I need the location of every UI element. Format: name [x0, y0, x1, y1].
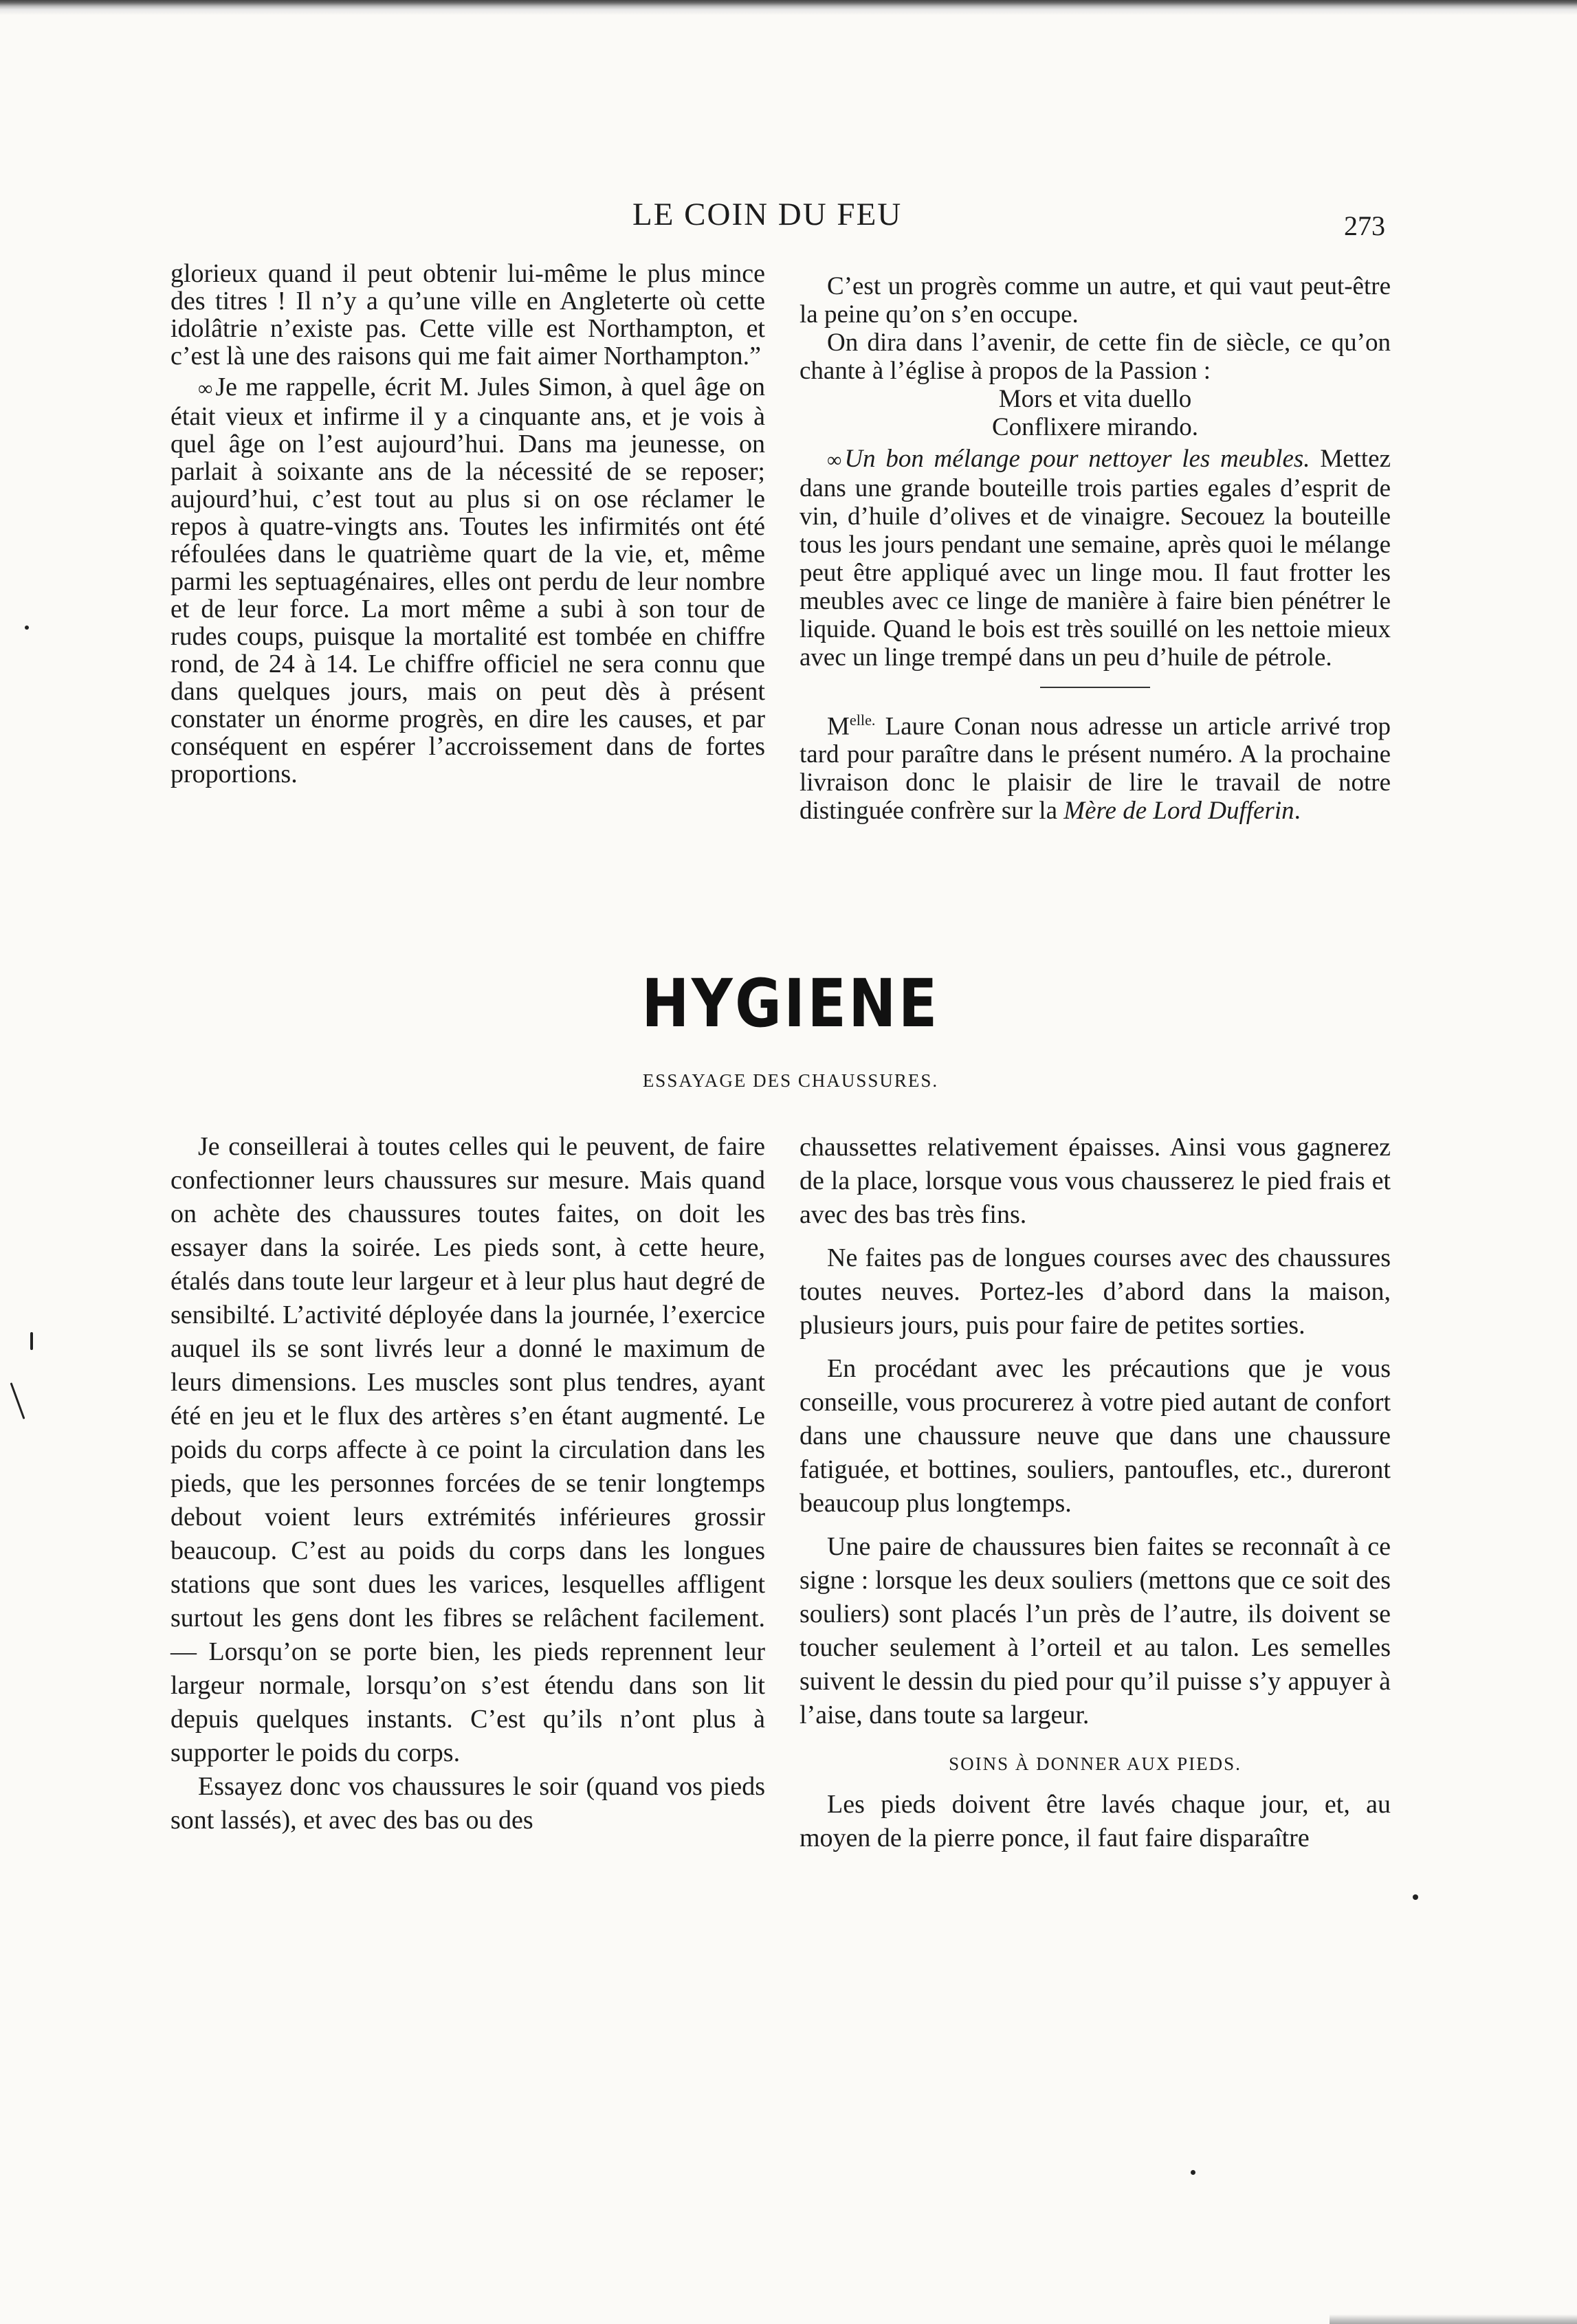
- paragraph: Ne faites pas de longues courses avec des chaussures toutes neuves. Portez-les d’abord dans la maison, plusieurs jours, puis pour faire de petites sorties.: [799, 1243, 1391, 1340]
- title-abbrev: M: [827, 712, 850, 741]
- ink-speck: [1413, 1894, 1418, 1900]
- latin-verse-line: Conflixere mirando.: [991, 413, 1199, 441]
- paragraph: chaussettes relativement épaisses. Ainsi vous gagnerez de la place, lorsque vous vous chausserez le pied frais et avec des bas très fins.: [799, 1133, 1391, 1229]
- paragraph: [799, 445, 1391, 672]
- page-number: 273: [1344, 210, 1385, 241]
- paragraph-text: Je me rappelle, écrit M. Jules Simon, à quel âge on était vieux et infirme il y a cinquante ans, et je vois à quel âge on l’est aujourd’hui. Dans ma jeunesse, on parlait à soixante ans de la nécessité de se reposer; aujourd’hui, c’est tout au plus si on ose réclamer le repos à quatre-vingts ans. Toutes les infirmités ont été réfoulées dans le quatrième quart de la vie, et, même parmi les septuagénaires, elles ont perdu de leur nombre et de leur force. La mort même a subi à son tour de rudes coups, puisque la mortalité est tombée en chiffre rond, de 24 à 14. Le chiffre officiel ne sera connu que dans quelques jours, mais on peut dès à présent constater un énorme progrès, en dire les causes, et par conséquent en espérer l’accroissement dans de fortes proportions.: [170, 373, 765, 788]
- section-subtitle: ESSAYAGE DES CHAUSSURES.: [642, 1070, 939, 1091]
- paragraph: C’est un progrès comme un autre, et qui vaut peut-être la peine qu’on s’en occupe.: [799, 272, 1391, 329]
- running-title: LE COIN DU FEU: [632, 197, 903, 232]
- italic-title: Mère de Lord Dufferin: [1063, 797, 1294, 826]
- separator-rule: [1040, 687, 1150, 688]
- paragraph: Je conseillerai à toutes celles qui le peuvent, de faire confectionner leurs chaussures sur mesure. Mais quand on achète des chaussures toutes faites, on doit les essayer dans la soirée. Les pieds sont, à cette heure, étalés dans toute leur largeur et à leur plus haut degré de sensibilté. L’activité déployée dans la journée, l’exercice auquel ils se sont livrés leur a donné le maximum de leurs dimensions. Les muscles sont plus tendres, ayant été en jeu et le flux des artères s’en étant augmenté. Le poids du corps affecte à ce point la circulation dans les pieds, que les personnes forcées de se tenir longtemps debout voient leurs extrémités inférieures grossir beaucoup. C’est au poids du corps dans les longues stations que sont dues les varices, lesquelles affligent surtout les gens dont les fibres se relâchent facilement.— Lorsqu’on se porte bien, les pieds reprennent leur largeur normale, lorsqu’on s’est étendu dans son lit depuis quelques instants. C’est qu’ils n’ont plus à supporter le poids du corps.: [170, 1132, 765, 1767]
- paragraph: En procédant avec les précautions que je vous conseille, vous procurerez à votre pied autant de confort dans une chaussure neuve que dans une chaussure fatiguée, et bottines, souliers, pantoufles, etc., dureront beaucoup plus longtemps.: [799, 1354, 1391, 1518]
- paragraph: glorieux quand il peut obtenir lui-même le plus mince des titres ! Il n’y a qu’une ville en Angleterte où cette idolâtrie n’existe pas. Cette ville est Northampton, et c’est là une des raisons qui me fait aimer Northampton.”: [170, 259, 765, 370]
- ink-speck: [10, 1382, 25, 1419]
- lower-right-column: [799, 1131, 1391, 1855]
- paragraph-text: Mettez dans une grande bouteille trois parties egales d’esprit de vin, d’huile d’olives et de vinaigre. Secouez la bouteille tous les jours pendant une semaine, après quoi le mélange peut être appliqué avec un linge mou. Il faut frotter les meubles avec ce linge de manière à faire bien pénétrer le liquide. Quand le bois est très souillé on les nettoie mieux avec un linge trempé dans un peu d’huile de pétrole.: [799, 445, 1391, 672]
- title-abbrev-sup: elle.: [849, 711, 876, 729]
- paragraph-text: Laure Conan nous adresse un article arrivé trop tard pour paraître dans le présent numéro. A la prochaine livraison donc le plaisir de lire le travail de notre distinguée confrère sur la: [799, 712, 1391, 826]
- italic-lead: Un bon mélange pour nettoyer les meubles.: [844, 445, 1310, 473]
- section-title: HYGIENE: [641, 965, 940, 1042]
- paragraph: Une paire de chaussures bien faites se reconnaît à ce signe : lorsque les deux souliers (mettons que ce soit des souliers) sont placés l’un près de l’autre, ils doivent se toucher seulement à l’orteil et au talon. Les semelles suivent le dessin du pied pour qu’il puisse s’y appuyer à l’aise, dans toute sa largeur.: [799, 1532, 1391, 1729]
- paragraph: On dira dans l’avenir, de cette fin de siècle, ce qu’on chante à l’église à propos de la Passion :: [799, 329, 1391, 385]
- paragraph-end: .: [1294, 797, 1301, 826]
- paragraph: Les pieds doivent être lavés chaque jour, et, au moyen de la pierre ponce, il faut faire disparaître: [799, 1790, 1391, 1852]
- ink-speck: [1191, 2170, 1195, 2175]
- latin-verse-line: Mors et vita duello: [998, 385, 1192, 413]
- upper-left-column: [170, 260, 765, 788]
- scan-bottom-edge: [1330, 2314, 1577, 2324]
- paragraph: [799, 706, 1391, 825]
- section-mark-icon: ∞: [827, 449, 838, 472]
- paragraph: [170, 373, 765, 788]
- section-mark-icon: ∞: [198, 377, 209, 400]
- subheading: SOINS À DONNER AUX PIEDS.: [949, 1753, 1242, 1774]
- paragraph: Essayez donc vos chaussures le soir (quand vos pieds sont lassés), et avec des bas ou des: [170, 1772, 765, 1835]
- upper-right-column: [799, 272, 1391, 825]
- scan-top-edge: [0, 0, 1577, 15]
- lower-left-column: [170, 1130, 765, 1837]
- ink-speck: [25, 626, 29, 630]
- ink-speck: [30, 1332, 33, 1350]
